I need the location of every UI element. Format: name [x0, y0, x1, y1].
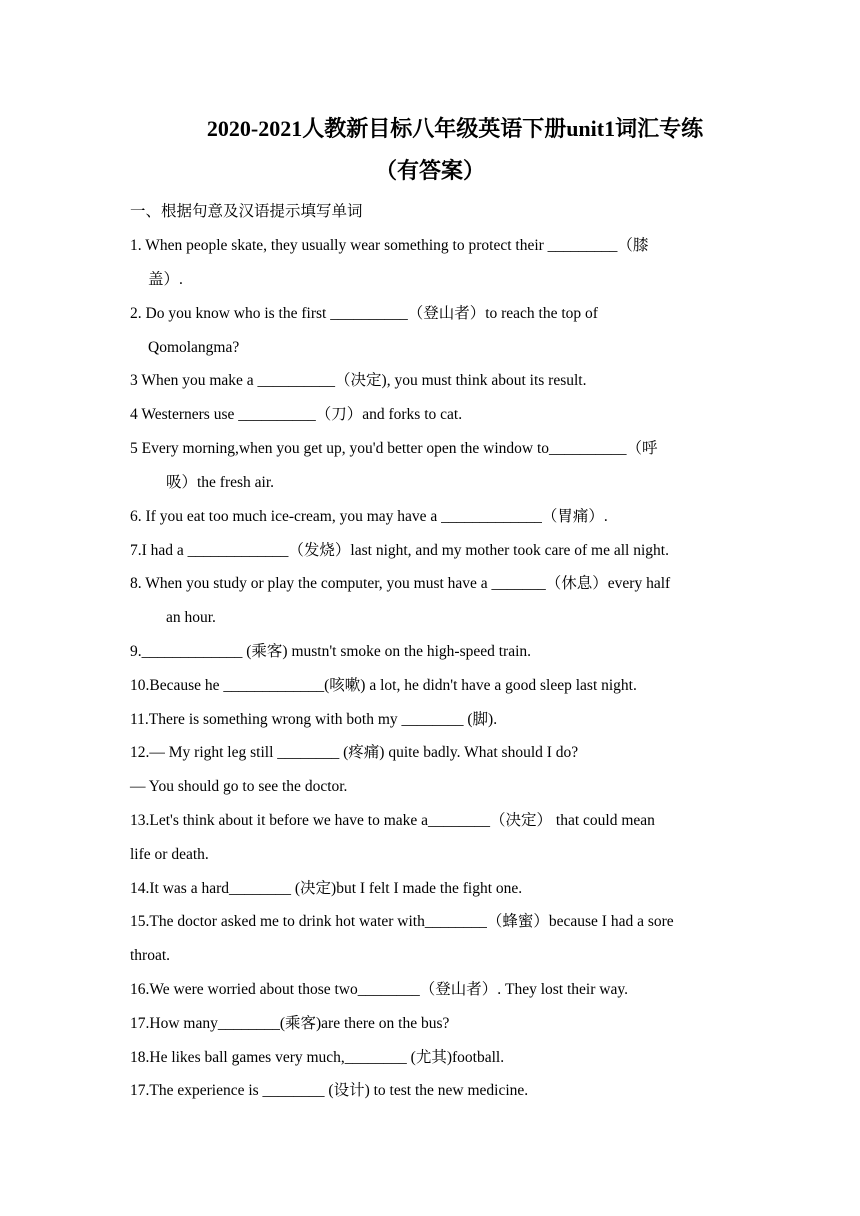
- exercise-line: 14.It was a hard________ (决定)but I felt I made the fight one.: [130, 880, 523, 897]
- exercise-line: 18.He likes ball games very much,________ (尤其)football.: [130, 1049, 505, 1066]
- exercise-line: 6. If you eat too much ice-cream, you may have a _____________（胃痛）.: [130, 508, 608, 525]
- exercise-line: 2. Do you know who is the first __________（登山者）to reach the top of: [130, 305, 598, 322]
- exercise-line: 1. When people skate, they usually wear something to protect their _________（膝: [130, 237, 649, 254]
- exercise-line: life or death.: [130, 846, 209, 863]
- exercise-line: 16.We were worried about those two________（登山者）. They lost their way.: [130, 981, 628, 998]
- exercise-line: 7.I had a _____________（发烧）last night, and my mother took care of me all night.: [130, 542, 669, 559]
- exercise-line: 9._____________ (乘客) mustn't smoke on the high-speed train.: [130, 643, 532, 660]
- document-title: 2020-2021人教新目标八年级英语下册unit1词汇专练: [206, 116, 704, 141]
- exercise-line: 11.There is something wrong with both my ________ (脚).: [130, 711, 498, 728]
- exercise-line: 12.— My right leg still ________ (疼痛) quite badly. What should I do?: [130, 744, 579, 761]
- exercise-line: — You should go to see the doctor.: [130, 778, 348, 795]
- exercise-line: 吸）the fresh air.: [166, 474, 275, 491]
- exercise-line: 8. When you study or play the computer, you must have a _______（休息）every half: [130, 575, 671, 592]
- exercise-line: 4 Westerners use __________（刀）and forks to cat.: [130, 406, 463, 423]
- exercise-line: 5 Every morning,when you get up, you'd better open the window to__________（呼: [130, 440, 658, 457]
- section-heading: 一、根据句意及汉语提示填写单词: [130, 203, 363, 220]
- exercise-line: 盖）.: [148, 271, 183, 288]
- exercise-line: 10.Because he _____________(咳嗽) a lot, he didn't have a good sleep last night.: [130, 677, 637, 694]
- exercise-line: 17.The experience is ________ (设计) to test the new medicine.: [130, 1082, 529, 1099]
- exercise-line: 3 When you make a __________（决定), you must think about its result.: [130, 372, 587, 389]
- exercise-line: 13.Let's think about it before we have to make a________（决定） that could mean: [130, 812, 655, 829]
- exercise-line: an hour.: [166, 609, 216, 626]
- document-subtitle: （有答案）: [374, 158, 485, 183]
- exercise-line: throat.: [130, 947, 171, 964]
- exercise-line: 15.The doctor asked me to drink hot water with________（蜂蜜）because I had a sore: [130, 913, 674, 930]
- exercise-line: Qomolangma?: [148, 339, 240, 356]
- exercise-line: 17.How many________(乘客)are there on the bus?: [130, 1015, 450, 1032]
